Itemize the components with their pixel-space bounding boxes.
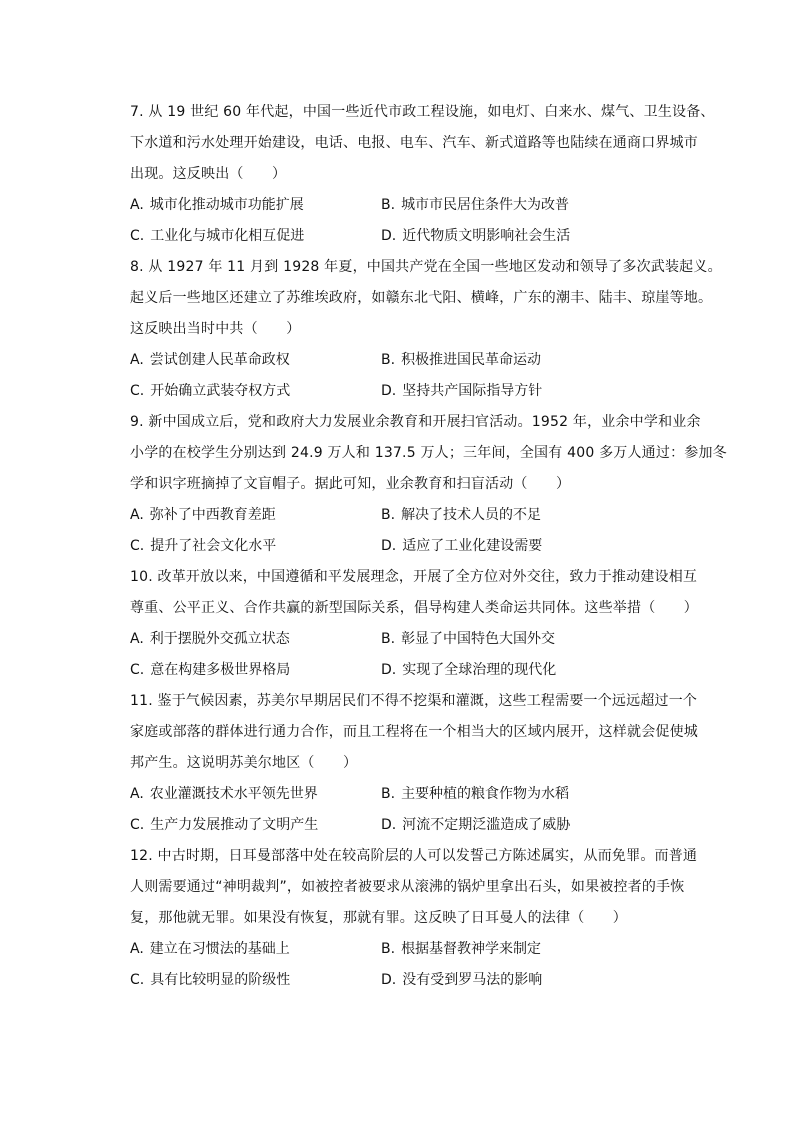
option-text: 弥补了中西教育差距 <box>149 507 276 523</box>
option-text: 利于摆脱外交孤立状态 <box>149 631 290 647</box>
option-text: 彰显了中国特色大国外交 <box>401 631 556 647</box>
option-letter: A. <box>130 352 144 368</box>
option-letter: C. <box>130 228 145 244</box>
question-item <box>130 252 722 407</box>
options-row <box>130 190 710 221</box>
option-text: 根据基督教神学来制定 <box>401 941 542 957</box>
options-row <box>130 655 710 686</box>
question-item <box>130 841 710 996</box>
options-row <box>130 531 710 562</box>
answer-option[interactable] <box>381 345 541 376</box>
option-letter: A. <box>130 631 144 647</box>
option-letter: C. <box>130 383 145 399</box>
answer-option[interactable] <box>130 376 290 407</box>
question-stem-line: 11. 鉴于气候因素，苏美尔早期居民们不得不挖渠和灌溉，这些工程需要一个远远超过一个 <box>130 693 698 709</box>
option-text: 提升了社会文化水平 <box>150 538 277 554</box>
question-item <box>130 686 710 841</box>
answer-option[interactable] <box>381 624 555 655</box>
option-text: 实现了全球治理的现代化 <box>402 662 557 678</box>
options-row <box>130 934 710 965</box>
option-letter: D. <box>381 538 397 554</box>
question-stem-line: 9. 新中国成立后，党和政府大力发展业余教育和开展扫官活动。1952 年，业余中学和业余 <box>130 414 701 430</box>
option-text: 建立在习惯法的基础上 <box>149 941 290 957</box>
answer-option[interactable] <box>130 531 276 562</box>
answer-option[interactable] <box>381 810 570 841</box>
options-row <box>130 221 710 252</box>
option-text: 意在构建多极世界格局 <box>150 662 291 678</box>
option-text: 尝试创建人民革命政权 <box>149 352 290 368</box>
question-stem-line: 出现。这反映出（ ） <box>130 166 287 182</box>
question-stem-line: 复，那他就无罪。如果没有恢复，那就有罪。这反映了日耳曼人的法律（ ） <box>130 910 627 926</box>
option-text: 城市市民居住条件大为改普 <box>401 197 570 213</box>
option-letter: B. <box>381 941 396 957</box>
answer-option[interactable] <box>381 779 569 810</box>
option-text: 生产力发展推动了文明产生 <box>150 817 319 833</box>
option-text: 工业化与城市化相互促进 <box>150 228 305 244</box>
answer-option[interactable] <box>381 934 541 965</box>
options-row <box>130 345 710 376</box>
question-item <box>130 407 727 562</box>
option-letter: A. <box>130 941 144 957</box>
option-text: 主要种植的粮食作物为水稻 <box>401 786 570 802</box>
question-item <box>130 97 715 252</box>
question-item <box>130 562 710 686</box>
question-stem-line: 人则需要通过“神明裁判”，如被控者被要求从滚沸的锅炉里拿出石头，如果被控者的手恢 <box>130 879 685 895</box>
option-text: 适应了工业化建设需要 <box>402 538 543 554</box>
option-letter: B. <box>381 507 396 523</box>
answer-option[interactable] <box>381 655 556 686</box>
question-stem-line: 邦产生。这说明苏美尔地区（ ） <box>130 755 358 771</box>
question-stem-line: 下水道和污水处理开始建设，电话、电报、电车、汽车、新式道路等也陆续在通商口界城市 <box>130 135 698 151</box>
option-text: 坚持共产国际指导方针 <box>402 383 543 399</box>
answer-option[interactable] <box>381 965 542 996</box>
option-letter: C. <box>130 538 145 554</box>
option-letter: D. <box>381 662 397 678</box>
option-letter: B. <box>381 786 396 802</box>
question-stem-line: 家庭或部落的群体进行通力合作，而且工程将在一个相当大的区域内展开，这样就会促使城 <box>130 724 698 740</box>
option-text: 积极推进国民革命运动 <box>401 352 542 368</box>
answer-option[interactable] <box>130 779 318 810</box>
option-text: 开始确立武装夺权方式 <box>150 383 291 399</box>
question-stem-line: 起义后一些地区还建立了苏维埃政府，如赣东北弋阳、横峰，广东的潮丰、陆丰、琼崖等地。 <box>130 290 713 306</box>
question-stem-line: 尊重、公平正义、合作共赢的新型国际关系，倡导构建人类命运共同体。这些举措（ ） <box>130 600 698 616</box>
option-letter: B. <box>381 631 396 647</box>
answer-option[interactable] <box>381 500 541 531</box>
answer-option[interactable] <box>130 624 290 655</box>
options-row <box>130 624 710 655</box>
question-stem-line: 10. 改革开放以来，中国遵循和平发展理念，开展了全方位对外交往，致力于推动建设相互 <box>130 569 698 585</box>
question-stem-line: 学和识字班摘掉了文盲帽子。据此可知，业余教育和扫盲活动（ ） <box>130 476 571 492</box>
answer-option[interactable] <box>381 190 569 221</box>
answer-option[interactable] <box>130 190 304 221</box>
option-letter: C. <box>130 662 145 678</box>
options-row <box>130 965 710 996</box>
answer-option[interactable] <box>130 655 290 686</box>
question-stem-line: 这反映出当时中共（ ） <box>130 321 301 337</box>
option-text: 没有受到罗马法的影响 <box>402 972 543 988</box>
answer-option[interactable] <box>130 345 290 376</box>
option-letter: D. <box>381 972 397 988</box>
question-stem-line: 小学的在校学生分别达到 24.9 万人和 137.5 万人；三年间，全国有 400 多万人通过：参加冬 <box>130 445 727 461</box>
answer-option[interactable] <box>381 531 542 562</box>
option-letter: A. <box>130 507 144 523</box>
answer-option[interactable] <box>381 376 542 407</box>
options-row <box>130 500 710 531</box>
options-row <box>130 779 710 810</box>
option-letter: B. <box>381 197 396 213</box>
option-text: 河流不定期泛滥造成了威胁 <box>402 817 571 833</box>
option-text: 城市化推动城市功能扩展 <box>149 197 304 213</box>
answer-option[interactable] <box>130 965 290 996</box>
options-row <box>130 376 710 407</box>
answer-option[interactable] <box>130 934 290 965</box>
option-text: 具有比较明显的阶级性 <box>150 972 291 988</box>
option-letter: C. <box>130 817 145 833</box>
question-stem-line: 8. 从 1927 年 11 月到 1928 年夏，中国共产党在全国一些地区发动和领导了多次武装起义。 <box>130 259 722 275</box>
options-row <box>130 810 710 841</box>
option-text: 解决了技术人员的不足 <box>401 507 542 523</box>
option-letter: B. <box>381 352 396 368</box>
question-stem-line: 12. 中古时期，日耳曼部落中处在较高阶层的人可以发誓己方陈述属实，从而免罪。而普通 <box>130 848 698 864</box>
option-text: 农业灌溉技术水平领先世界 <box>149 786 318 802</box>
option-text: 近代物质文明影响社会生活 <box>402 228 571 244</box>
answer-option[interactable] <box>130 221 304 252</box>
option-letter: A. <box>130 786 144 802</box>
question-list <box>130 97 727 996</box>
answer-option[interactable] <box>130 810 318 841</box>
answer-option[interactable] <box>381 221 570 252</box>
option-letter: D. <box>381 228 397 244</box>
option-letter: A. <box>130 197 144 213</box>
question-stem-line: 7. 从 19 世纪 60 年代起，中国一些近代市政工程设施，如电灯、白来水、煤气、卫生设备、 <box>130 104 715 120</box>
option-letter: D. <box>381 817 397 833</box>
option-letter: C. <box>130 972 145 988</box>
answer-option[interactable] <box>130 500 276 531</box>
option-letter: D. <box>381 383 397 399</box>
